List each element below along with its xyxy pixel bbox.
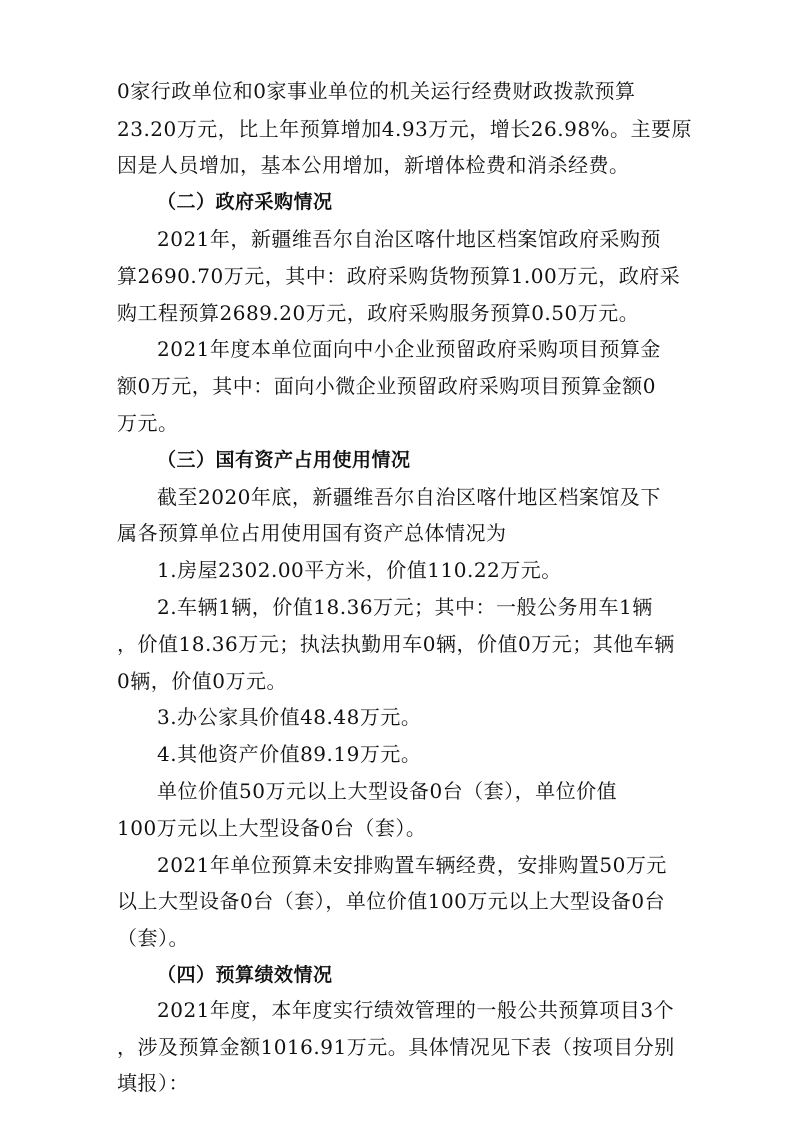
section-heading-procurement: （二）政府采购情况 (157, 191, 333, 213)
section-heading-performance: （四）预算绩效情况 (157, 964, 333, 986)
text-line: 额0万元，其中：面向小微企业预留政府采购项目预算金额0 (117, 374, 656, 398)
text-line: 万元。 (117, 411, 179, 435)
text-line: 属各预算单位占用使用国有资产总体情况为 (117, 521, 507, 545)
text-line: 2021年度本单位面向中小企业预留政府采购项目预算金 (157, 337, 661, 361)
text-line: 单位价值50万元以上大型设备0台（套），单位价值 (157, 779, 618, 803)
text-line: 填报）： (117, 1071, 189, 1095)
text-line: 2021年度，本年度实行绩效管理的一般公共预算项目3个 (157, 998, 675, 1022)
text-line: 0辆，价值0万元。 (117, 669, 287, 693)
text-line: 截至2020年底，新疆维吾尔自治区喀什地区档案馆及下 (157, 485, 661, 509)
list-item: 4.其他资产价值89.19万元。 (157, 742, 422, 766)
list-item: 2.车辆1辆，价值18.36万元；其中：一般公务用车1辆 (157, 595, 653, 619)
text-line: 0家行政单位和0家事业单位的机关运行经费财政拨款预算 (117, 79, 636, 103)
text-line: ，价值18.36万元；执法执勤用车0辆，价值0万元；其他车辆 (117, 632, 675, 656)
text-line: 100万元以上大型设备0台（套）。 (117, 816, 427, 840)
text-line: 23.20万元，比上年预算增加4.93万元，增长26.98%。主要原 (117, 117, 693, 141)
text-line: 2021年单位预算未安排购置车辆经费，安排购置50万元 (157, 853, 667, 877)
text-line: 以上大型设备0台（套），单位价值100万元以上大型设备0台 (117, 889, 666, 913)
section-heading-state-assets: （三）国有资产占用使用情况 (157, 449, 411, 471)
text-line: （套）。 (117, 926, 189, 950)
text-line: 购工程预算2689.20万元，政府采购服务预算0.50万元。 (117, 301, 640, 325)
text-line: 因是人员增加，基本公用增加，新增体检费和消杀经费。 (117, 153, 630, 177)
text-line: ，涉及预算金额1016.91万元。具体情况见下表（按项目分别 (117, 1035, 675, 1059)
list-item: 3.办公家具价值48.48万元。 (157, 705, 422, 729)
text-line: 算2690.70万元，其中：政府采购货物预算1.00万元，政府采 (117, 264, 681, 288)
text-line: 2021年，新疆维吾尔自治区喀什地区档案馆政府采购预 (157, 227, 661, 251)
list-item: 1.房屋2302.00平方米，价值110.22万元。 (157, 558, 562, 582)
